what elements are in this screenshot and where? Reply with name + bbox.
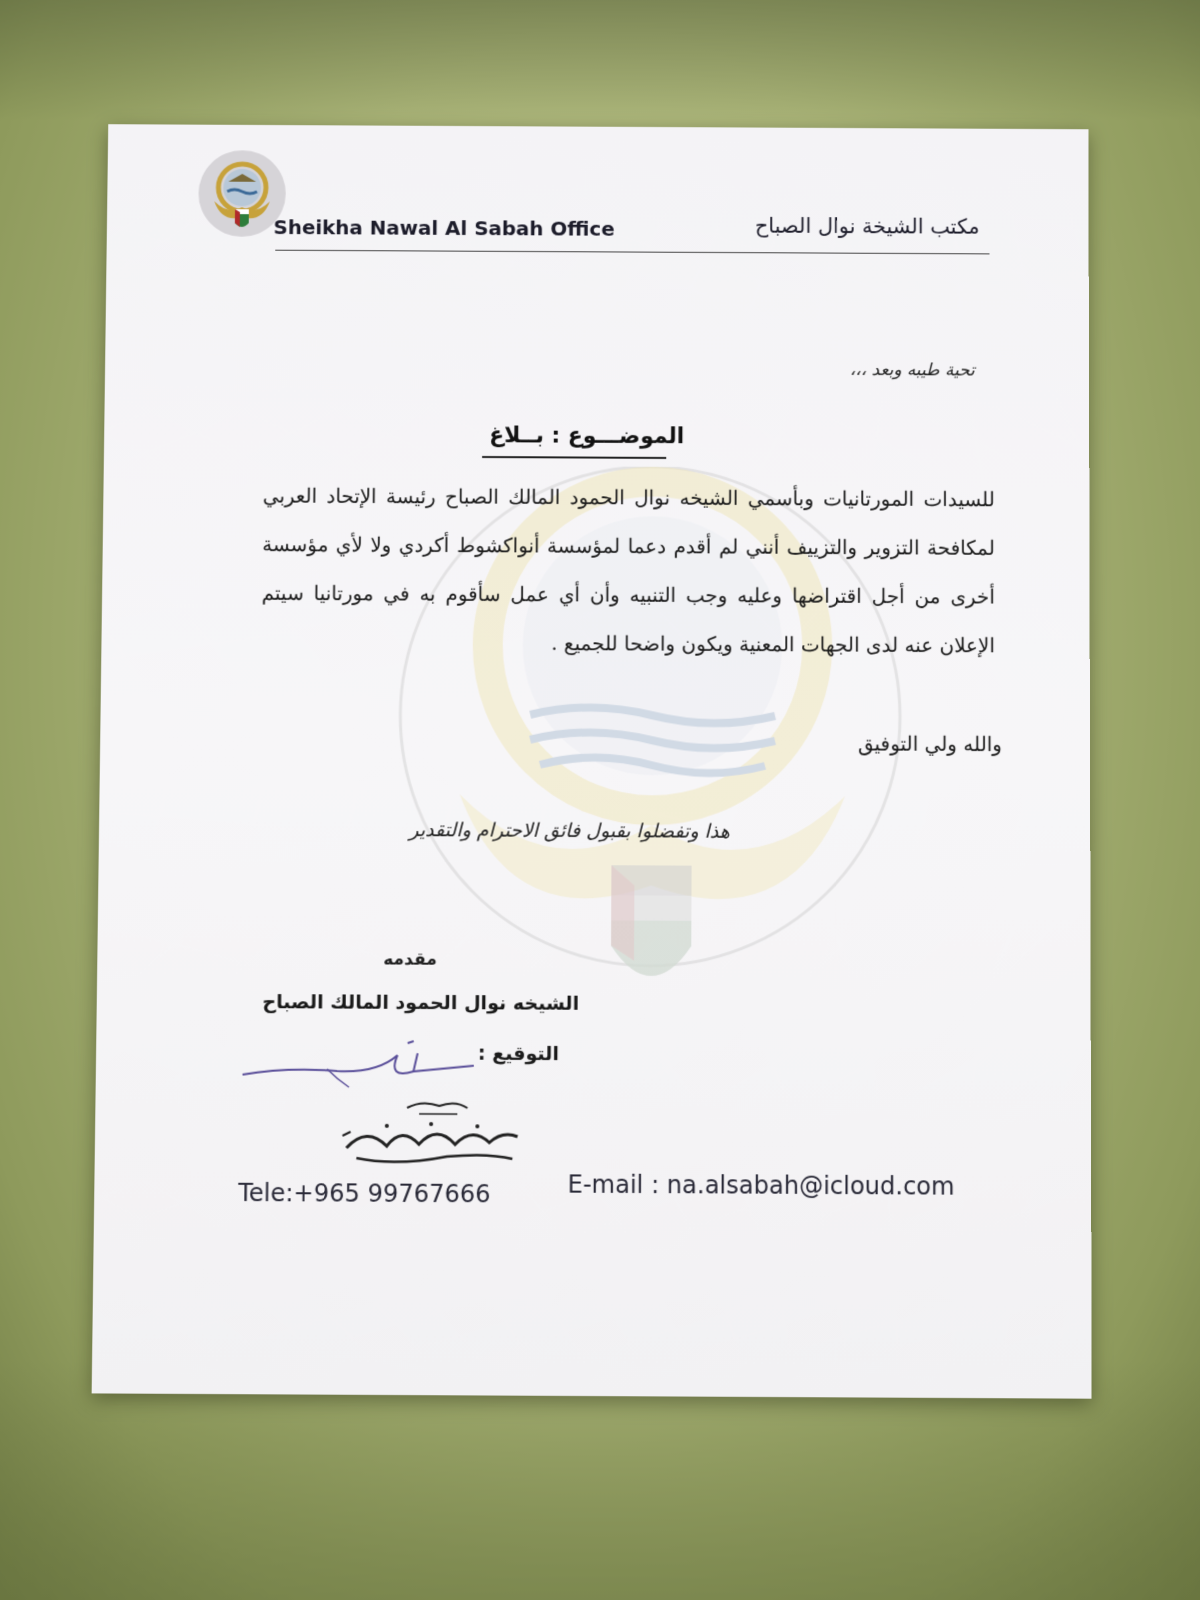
regards-line: هذا وتفضلوا بقبول فائق الاحترام والتقدير xyxy=(409,819,730,843)
calligraphy-seal xyxy=(326,1095,528,1172)
presented-by-label: مقدمه xyxy=(383,949,437,970)
letter-body: للسيدات المورتانيات وبأسمي الشيخه نوال الحمود المالك الصباح رئيسة الإتحاد العربي لمكافحة التزوير والتزييف أنني لم أقدم دعما لمؤسسة أنواكشوط أكردي ولا لأي مؤسسة أخرى من أجل اقتراضها وعليه وجب التنبيه وأن أي عمل سأقوم به في مورتانيا سيتم الإعلان عنه لدى الجهات المعنية ويكون واضحا للجميع . xyxy=(261,483,995,658)
cloth-background-top xyxy=(0,0,1200,120)
contact-phone: Tele:+965 99767666 xyxy=(238,1178,491,1209)
signer-name: الشيخه نوال الحمود المالك الصباح xyxy=(262,991,580,1015)
header-divider xyxy=(275,250,989,255)
handwritten-signature xyxy=(236,1034,478,1091)
office-title-english: Sheikha Nawal Al Sabah Office xyxy=(273,215,615,241)
office-title-arabic: مكتب الشيخة نوال الصباح xyxy=(754,213,980,239)
subject-underline xyxy=(482,456,666,459)
letter-paper xyxy=(92,124,1092,1399)
greeting-line: تحية طيبه وبعد ،،، xyxy=(849,360,975,381)
subject-heading: الموضـــوع : بــلاغ xyxy=(489,423,685,450)
contact-email: E-mail : na.alsabah@icloud.com xyxy=(567,1170,955,1201)
signature-label: التوقيع : xyxy=(477,1042,560,1066)
closing-line: والله ولي التوفيق xyxy=(857,731,1003,757)
